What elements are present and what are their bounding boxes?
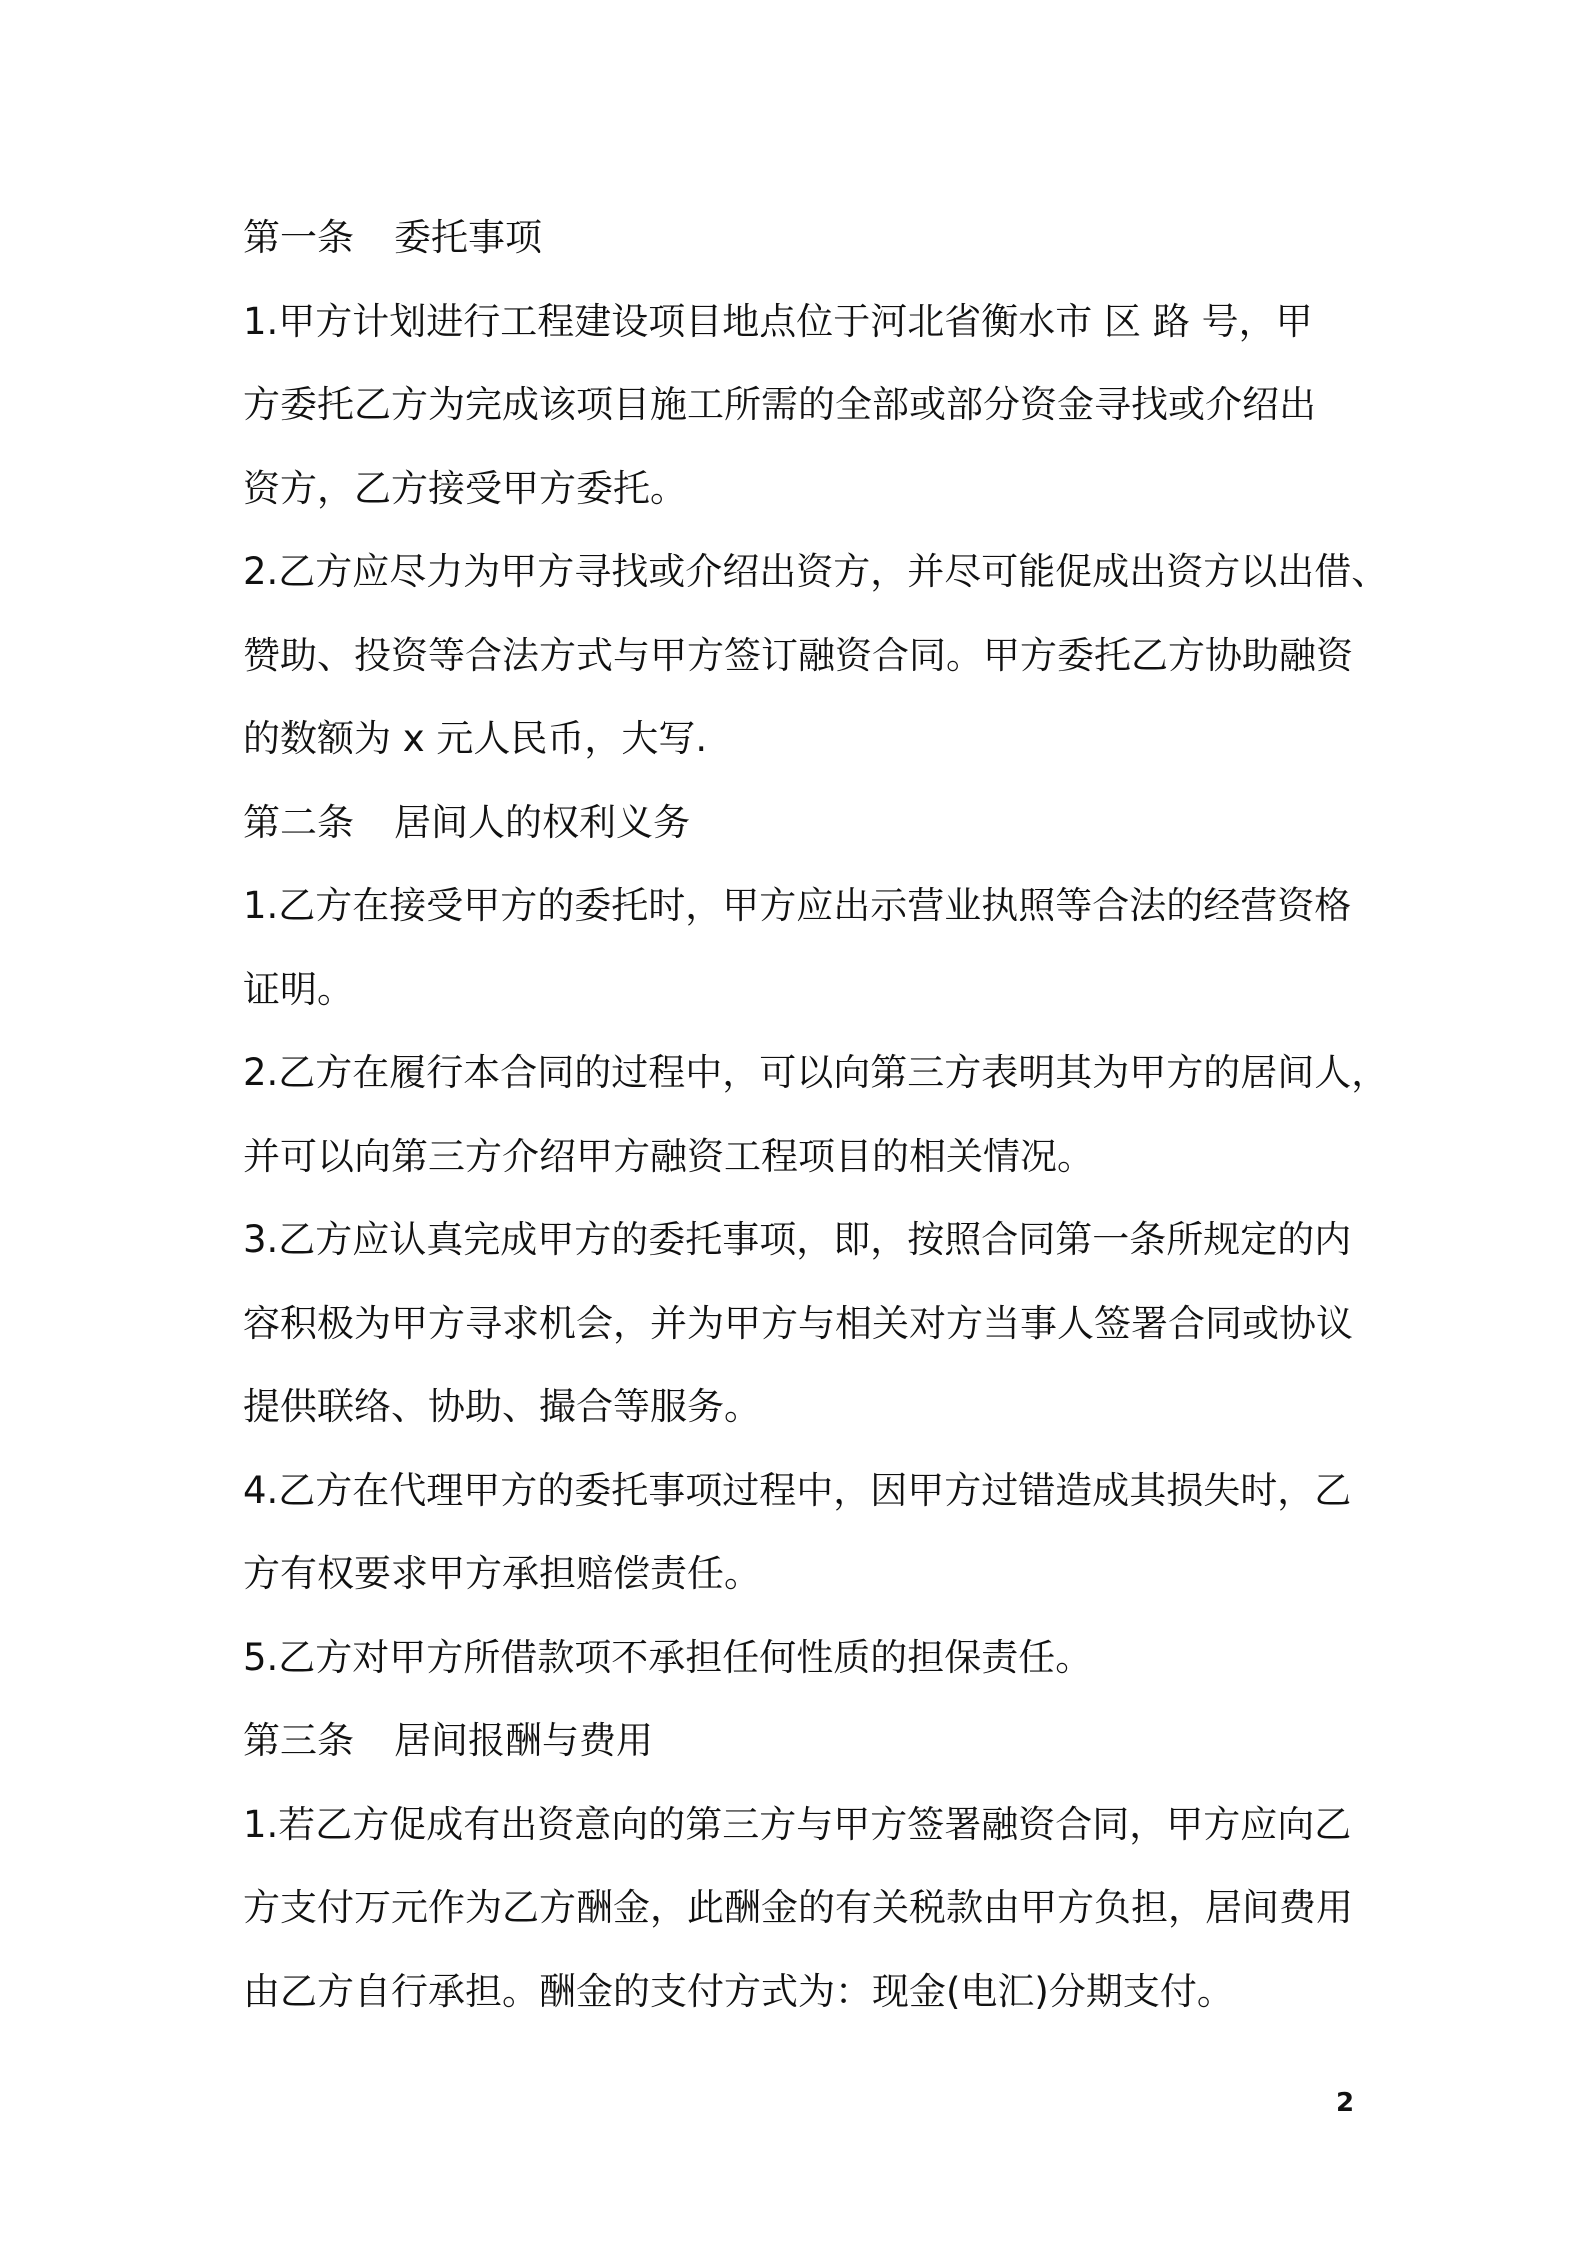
paragraph-line: 的数额为 x 元人民币，大写.: [243, 717, 708, 760]
paragraph-line: 并可以向第三方介绍甲方融资工程项目的相关情况。: [243, 1134, 1094, 1178]
paragraph-line: 提供联络、协助、撮合等服务。: [243, 1385, 761, 1428]
paragraph-line: 1.甲方计划进行工程建设项目地点位于河北省衡水市 区 路 号，甲: [243, 299, 1313, 343]
paragraph-line: 方支付万元作为乙方酬金，此酬金的有关税款由甲方负担，居间费用: [243, 1886, 1353, 1929]
section-title: 居间人的权利义务: [394, 800, 690, 844]
paragraph-line: 1.乙方在接受甲方的委托时，甲方应出示营业执照等合法的经营资格: [243, 884, 1352, 927]
section-title: 委托事项: [394, 216, 542, 259]
section-heading-2: [243, 781, 1363, 865]
paragraph-line: 赞助、投资等合法方式与甲方签订融资合同。甲方委托乙方协助融资: [243, 633, 1353, 677]
paragraph-line: 5.乙方对甲方所借款项不承担任何性质的担保责任。: [243, 1635, 1093, 1679]
paragraph-line: 4.乙方在代理甲方的委托事项过程中，因甲方过错造成其损失时，乙: [243, 1468, 1352, 1512]
document-body: [243, 196, 1389, 2033]
section-number: 第三条: [243, 1719, 354, 1762]
section-number: 第一条: [243, 216, 354, 259]
page-number: 2: [1336, 2088, 1355, 2118]
paragraph-line: 由乙方自行承担。酬金的支付方式为：现金(电汇)分期支付。: [243, 1969, 1234, 2013]
section-heading-1: [243, 196, 1363, 280]
paragraph-line: 资方，乙方接受甲方委托。: [243, 466, 687, 510]
paragraph-line: 2.乙方在履行本合同的过程中，可以向第三方表明其为甲方的居间人，: [243, 1051, 1389, 1094]
paragraph-line: 方有权要求甲方承担赔偿责任。: [243, 1552, 761, 1595]
paragraph-line: 证明。: [243, 967, 354, 1011]
section-number: 第二条: [243, 800, 354, 844]
paragraph-line: 1.若乙方促成有出资意向的第三方与甲方签署融资合同，甲方应向乙: [243, 1802, 1352, 1846]
paragraph-line: 方委托乙方为完成该项目施工所需的全部或部分资金寻找或介绍出: [243, 383, 1316, 426]
paragraph-line: 2.乙方应尽力为甲方寻找或介绍出资方，并尽可能促成出资方以出借、: [243, 550, 1389, 593]
section-heading-3: [243, 1699, 1363, 1783]
section-title: 居间报酬与费用: [394, 1719, 653, 1762]
paragraph-line: 容积极为甲方寻求机会，并为甲方与相关对方当事人签署合同或协议: [243, 1301, 1353, 1345]
paragraph-line: 3.乙方应认真完成甲方的委托事项，即，按照合同第一条所规定的内: [243, 1218, 1352, 1261]
